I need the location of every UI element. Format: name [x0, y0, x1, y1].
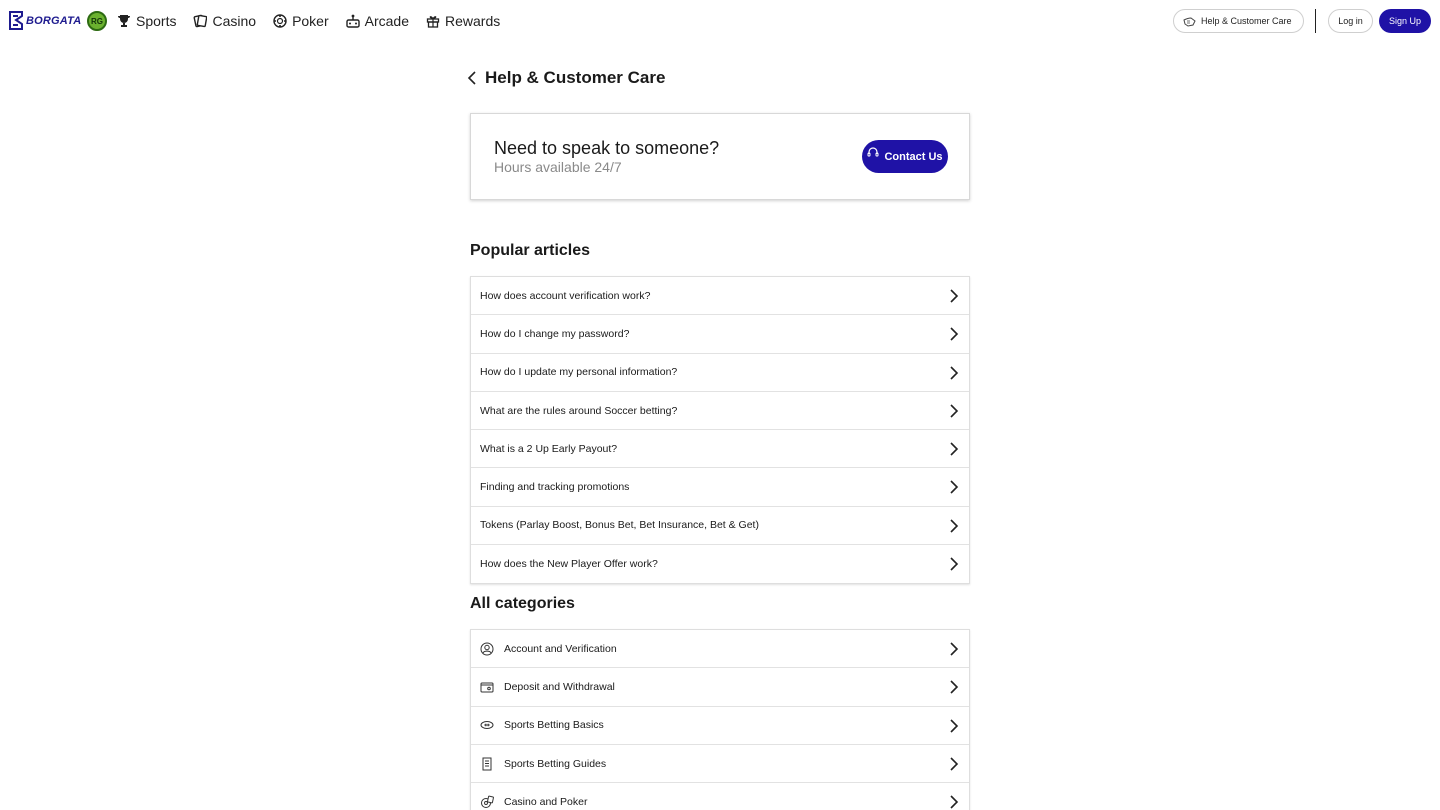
category-row[interactable] — [471, 668, 969, 706]
chevron-right-icon — [949, 680, 959, 694]
wallet-icon — [480, 680, 494, 694]
chevron-right-icon — [949, 289, 959, 303]
category-label: Sports Betting Basics — [504, 719, 604, 732]
signup-button[interactable]: Sign Up — [1379, 9, 1431, 33]
nav-label-rewards: Rewards — [445, 13, 501, 29]
chevron-right-icon — [949, 327, 959, 341]
nav-label-sports: Sports — [136, 13, 177, 29]
category-label: Casino and Poker — [504, 796, 588, 809]
chevron-right-icon — [949, 642, 959, 656]
category-row[interactable] — [471, 707, 969, 745]
borgata-logo-icon — [8, 11, 24, 30]
all-categories-title: All categories — [470, 595, 575, 612]
logo-text: BORGATA — [26, 14, 82, 27]
back-arrow-icon[interactable] — [466, 70, 478, 86]
responsible-gaming-badge[interactable]: RG — [87, 11, 107, 31]
borgata-logo[interactable] — [8, 11, 81, 30]
popular-article-label: What is a 2 Up Early Payout? — [480, 442, 618, 455]
contact-card — [470, 113, 970, 200]
nav-label-poker: Poker — [292, 13, 329, 29]
help-button-label: Help & Customer Care — [1201, 16, 1292, 26]
document-icon — [480, 757, 494, 771]
popular-articles-title: Popular articles — [470, 242, 591, 259]
trophy-icon — [117, 14, 131, 28]
popular-article-row[interactable] — [471, 354, 969, 392]
popular-article-row[interactable] — [471, 507, 969, 545]
contact-us-button[interactable] — [862, 140, 948, 173]
chevron-right-icon — [949, 480, 959, 494]
popular-article-label: How does account verification work? — [480, 289, 651, 302]
popular-article-row[interactable] — [471, 315, 969, 353]
categories-list — [470, 629, 970, 810]
chevron-right-icon — [949, 366, 959, 380]
help-customer-care-button[interactable] — [1173, 9, 1304, 33]
popular-article-row[interactable] — [471, 468, 969, 506]
chevron-right-icon — [949, 719, 959, 733]
popular-articles-list — [470, 276, 970, 584]
category-label: Sports Betting Guides — [504, 757, 607, 770]
contact-heading: Need to speak to someone? — [494, 138, 720, 158]
chevron-right-icon — [949, 757, 959, 771]
header-divider — [1315, 9, 1316, 33]
football-icon — [480, 718, 494, 732]
popular-article-label: What are the rules around Soccer betting? — [480, 404, 678, 417]
main-nav — [117, 0, 517, 42]
category-row[interactable] — [471, 745, 969, 783]
cards-icon — [193, 14, 207, 28]
chevron-right-icon — [949, 442, 959, 456]
popular-article-label: How do I update my personal information? — [480, 366, 678, 379]
nav-label-casino: Casino — [212, 13, 257, 29]
nav-item-rewards[interactable] — [426, 13, 500, 29]
nav-label-arcade: Arcade — [364, 13, 409, 29]
popular-article-row[interactable] — [471, 277, 969, 315]
contact-us-label: Contact Us — [884, 150, 943, 163]
chevron-right-icon — [949, 557, 959, 571]
login-button[interactable]: Log in — [1328, 9, 1373, 33]
nav-item-casino[interactable] — [193, 13, 256, 29]
top-navigation-bar — [0, 0, 1440, 42]
popular-article-row[interactable] — [471, 392, 969, 430]
category-row[interactable] — [471, 783, 969, 810]
popular-article-row[interactable] — [471, 430, 969, 468]
page-title: Help & Customer Care — [485, 68, 666, 87]
chips-icon — [480, 795, 494, 809]
nav-item-poker[interactable] — [273, 13, 329, 29]
category-label: Deposit and Withdrawal — [504, 680, 615, 693]
user-circle-icon — [480, 642, 494, 656]
chevron-right-icon — [949, 795, 959, 809]
popular-article-label: Tokens (Parlay Boost, Bonus Bet, Bet Insurance, Bet & Get) — [480, 519, 759, 532]
arcade-icon — [346, 14, 360, 28]
chevron-right-icon — [949, 404, 959, 418]
hand-wave-icon — [1183, 16, 1196, 27]
chip-icon — [273, 14, 287, 28]
category-row[interactable] — [471, 630, 969, 668]
nav-item-sports[interactable] — [117, 13, 176, 29]
headset-icon — [867, 147, 879, 160]
popular-article-label: Finding and tracking promotions — [480, 481, 630, 494]
popular-article-label: How do I change my password? — [480, 327, 630, 340]
category-label: Account and Verification — [504, 642, 617, 655]
gift-icon — [426, 14, 440, 28]
popular-article-label: How does the New Player Offer work? — [480, 558, 658, 571]
chevron-right-icon — [949, 519, 959, 533]
contact-hours: Hours available 24/7 — [494, 159, 622, 175]
popular-article-row[interactable] — [471, 545, 969, 583]
nav-item-arcade[interactable] — [346, 13, 409, 29]
